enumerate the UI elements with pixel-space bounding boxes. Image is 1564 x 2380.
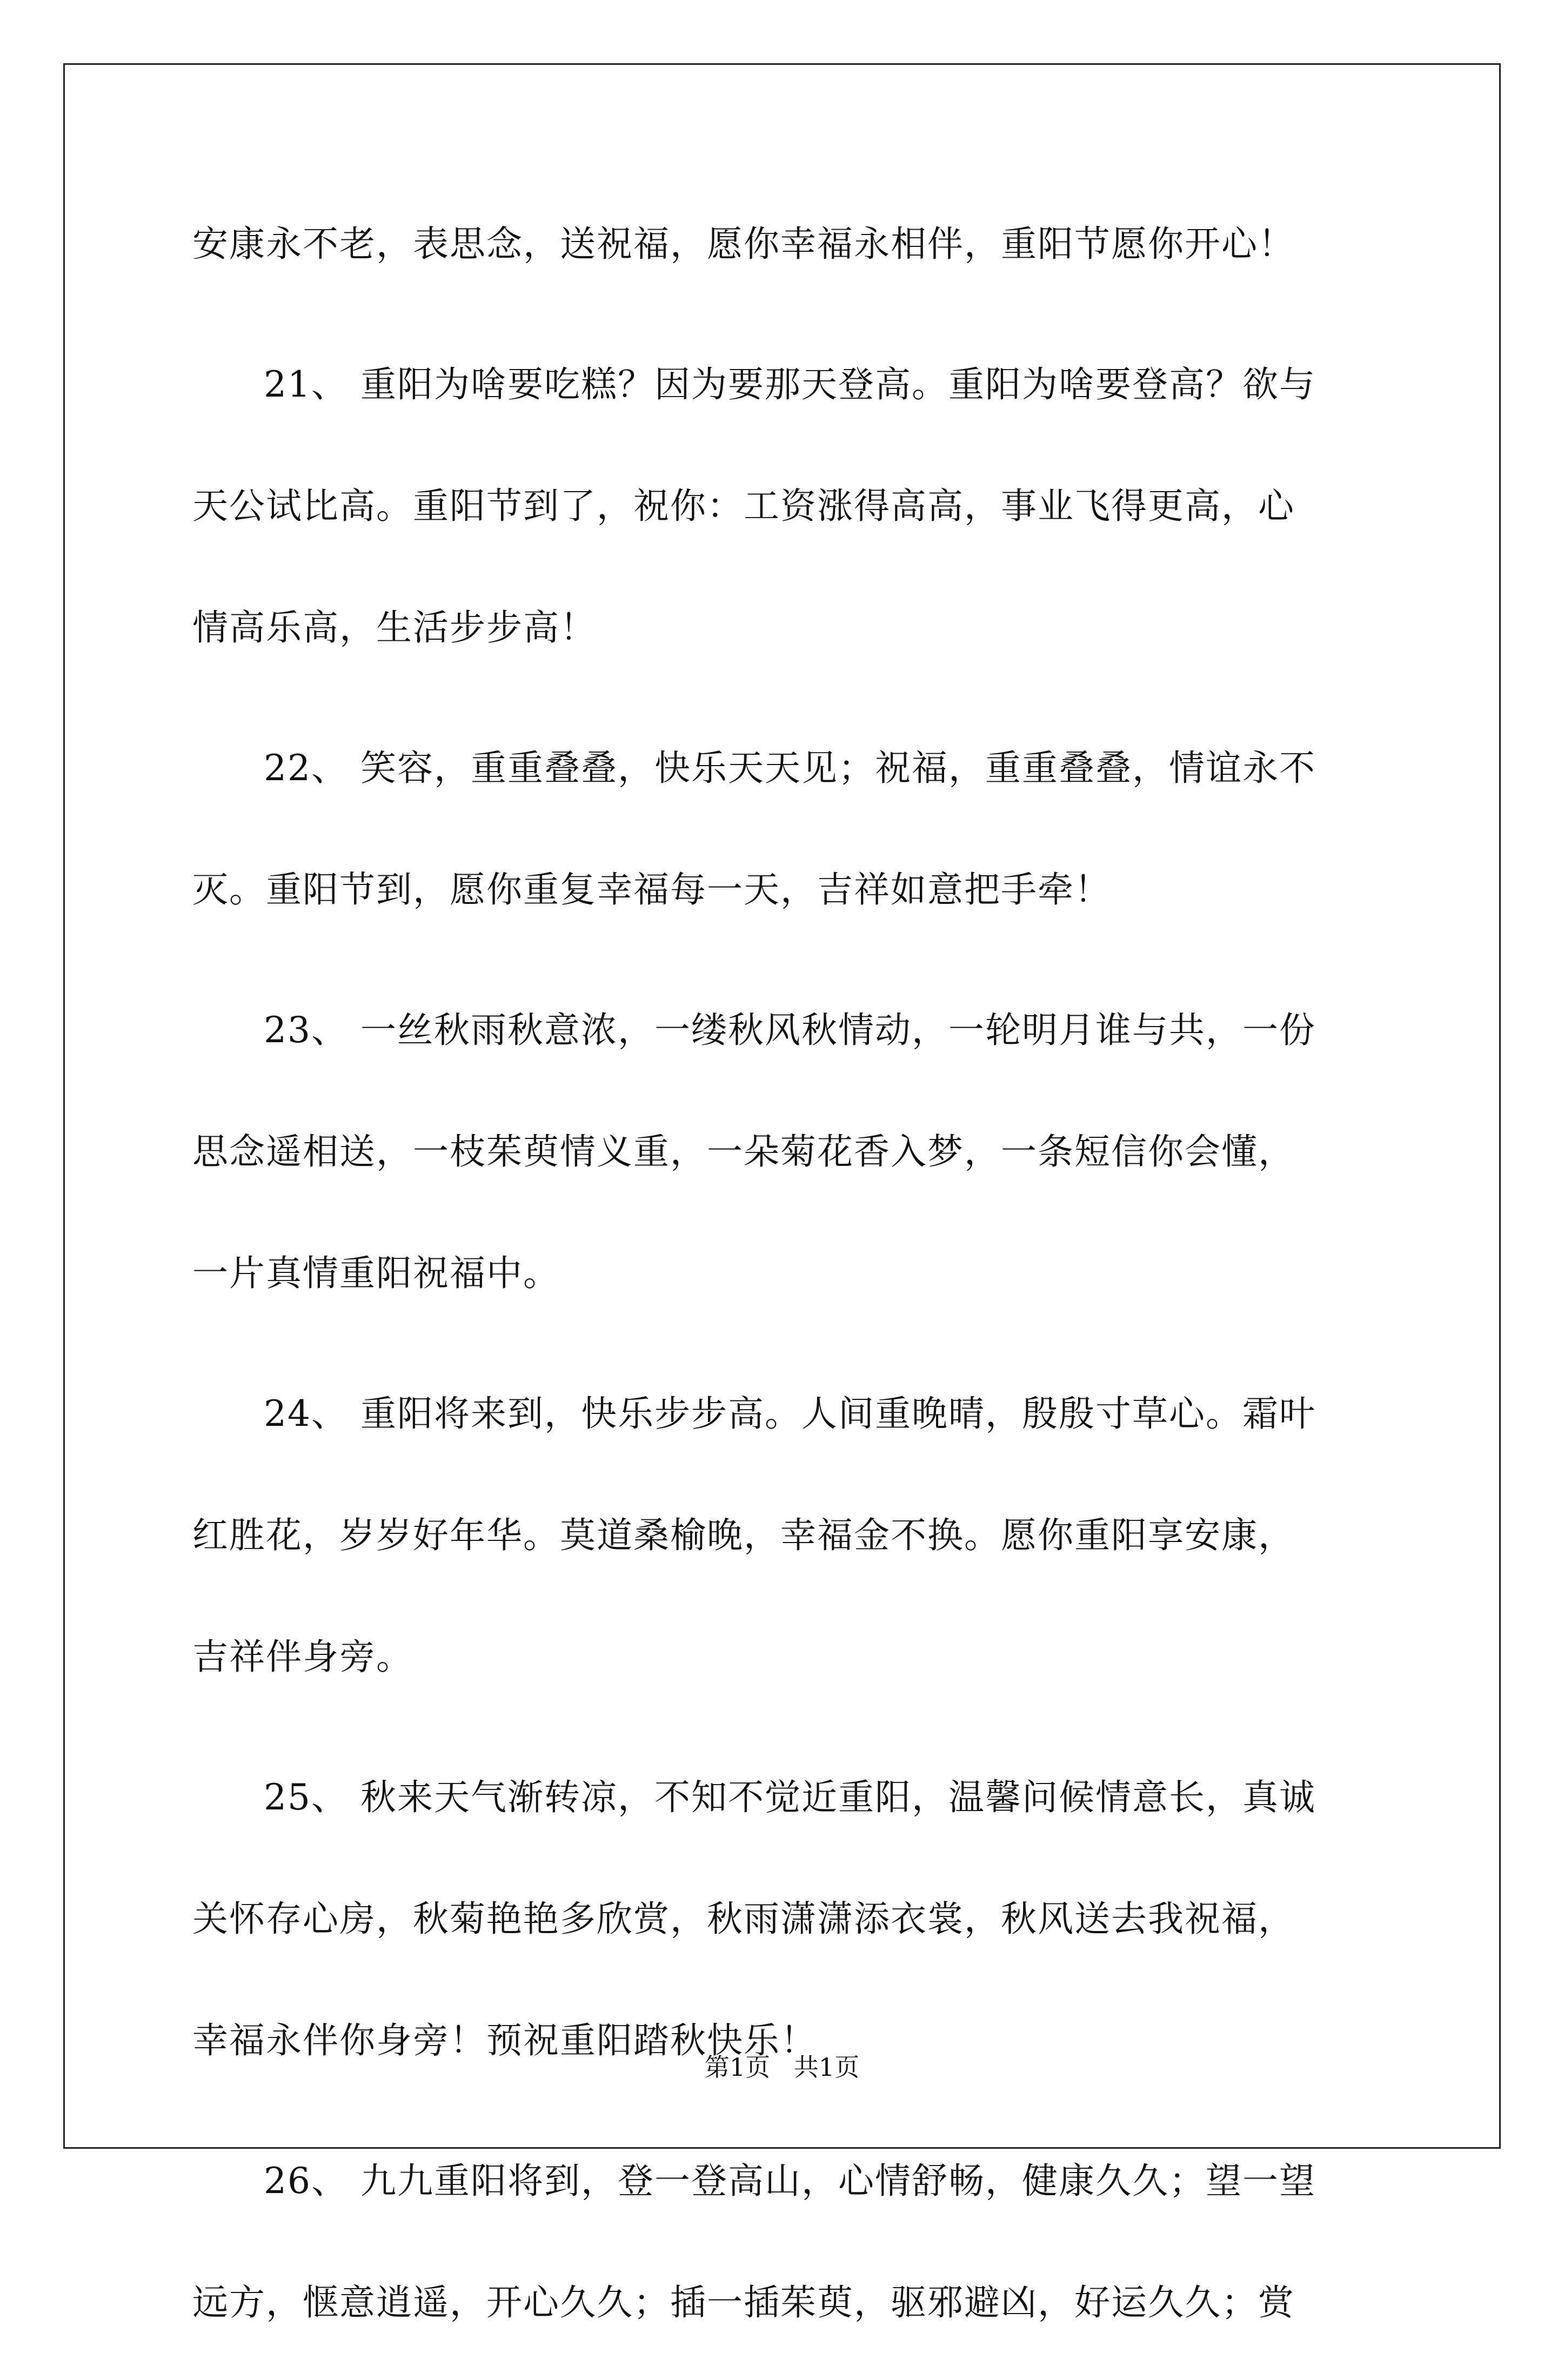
item-23-line: 23、 一丝秋雨秋意浓，一缕秋风秋情动，一轮明月谁与共，一份 <box>264 1009 1316 1051</box>
text-line: 红胜花，岁岁好年华。莫道桑榆晚，幸福金不换。愿你重阳享安康， <box>192 1514 1295 1556</box>
page-number-footer: 第1页 共1页 <box>704 2053 860 2082</box>
text-line: 灭。重阳节到，愿你重复幸福每一天，吉祥如意把手牵！ <box>192 869 1111 910</box>
text-line: 幸福永伴你身旁！预祝重阳踏秋快乐！ <box>192 2020 817 2061</box>
text-line: 远方，惬意逍遥，开心久久；插一插茱萸，驱邪避凶，好运久久；赏 <box>192 2282 1295 2323</box>
text-line: 安康永不老，表思念，送祝福，愿你幸福永相伴，重阳节愿你开心！ <box>192 223 1295 265</box>
text-line: 思念遥相送，一枝茱萸情义重，一朵菊花香入梦，一条短信你会懂， <box>192 1131 1295 1172</box>
text-line: 关怀存心房，秋菊艳艳多欣赏，秋雨潇潇添衣裳，秋风送去我祝福， <box>192 1898 1295 1940</box>
item-26-line: 26、 九九重阳将到，登一登高山，心情舒畅，健康久久；望一望 <box>264 2160 1316 2202</box>
item-21-line: 21、 重阳为啥要吃糕？因为要那天登高。重阳为啥要登高？欲与 <box>264 364 1316 405</box>
item-24-line: 24、 重阳将来到，快乐步步高。人间重晚晴，殷殷寸草心。霜叶 <box>264 1393 1316 1434</box>
text-line: 天公试比高。重阳节到了，祝你：工资涨得高高，事业飞得更高，心 <box>192 485 1295 527</box>
text-line: 情高乐高，生活步步高！ <box>192 607 597 648</box>
text-line: 吉祥伴身旁。 <box>192 1636 413 1678</box>
text-line: 一片真情重阳祝福中。 <box>192 1252 560 1294</box>
item-22-line: 22、 笑容，重重叠叠，快乐天天见；祝福，重重叠叠，情谊永不 <box>264 747 1316 789</box>
item-25-line: 25、 秋来天气渐转凉，不知不觉近重阳，温馨问候情意长，真诚 <box>264 1776 1316 1818</box>
